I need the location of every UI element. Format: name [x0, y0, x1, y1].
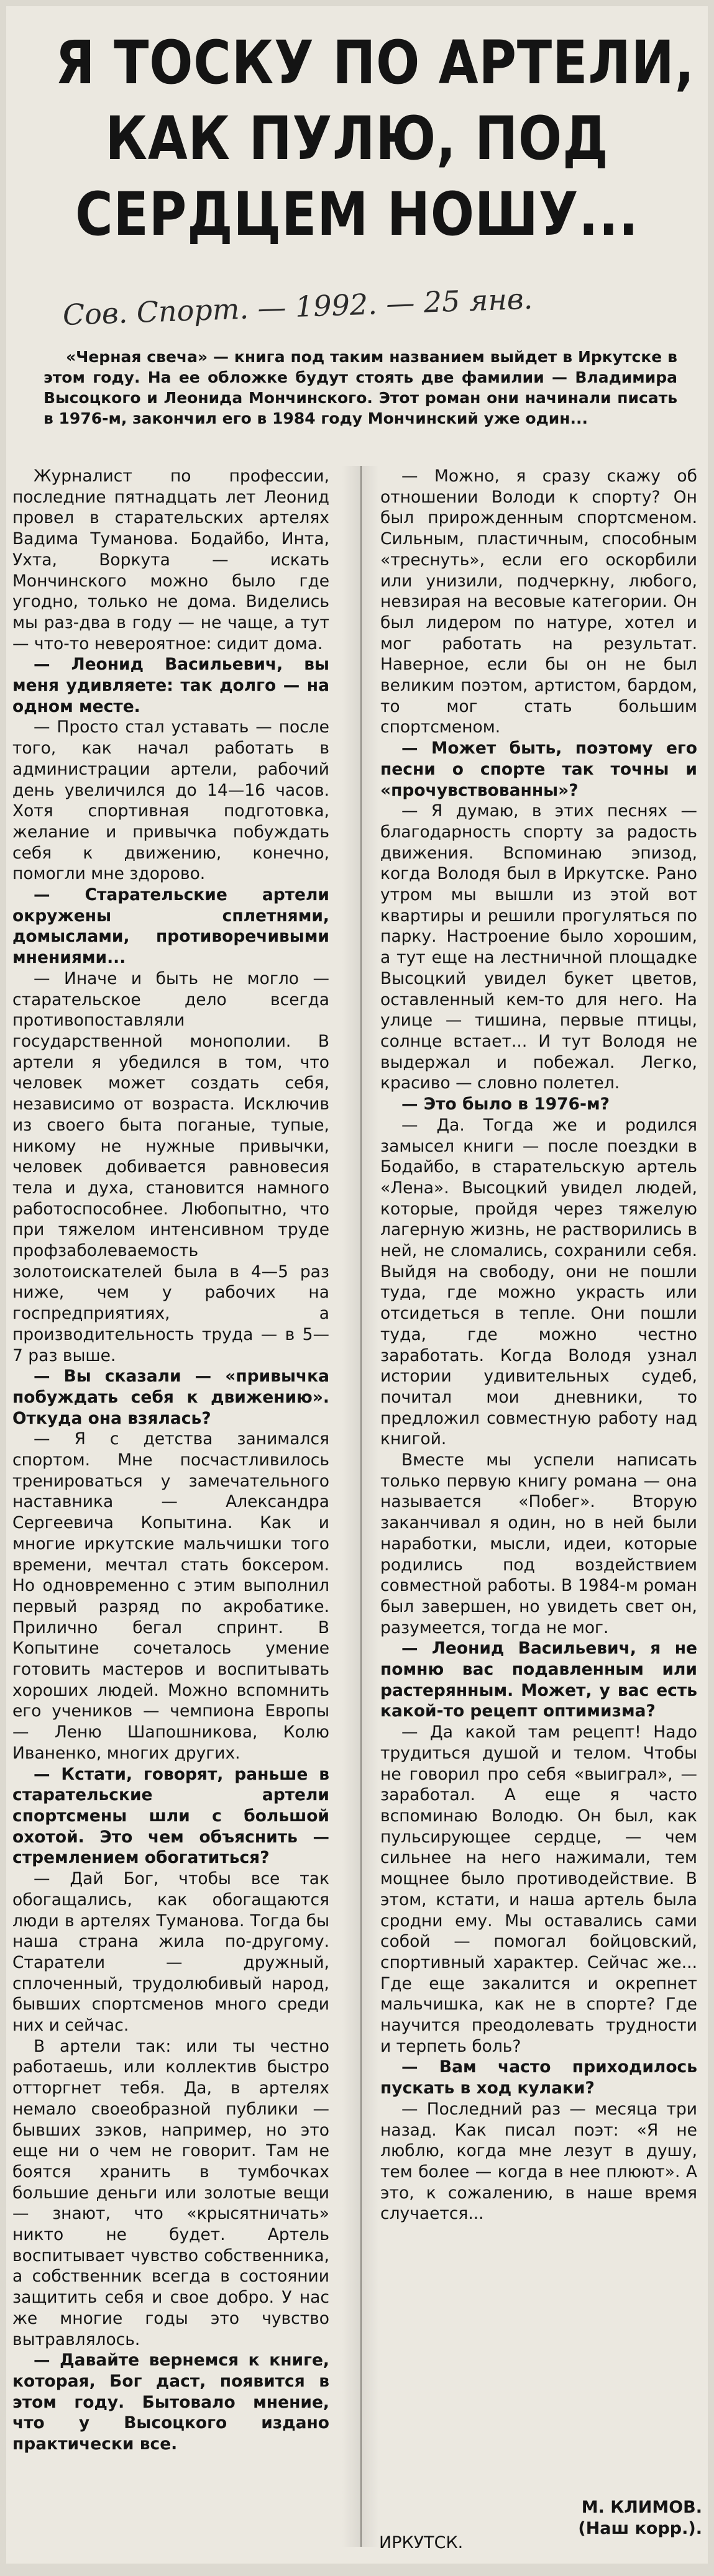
question: — Давайте вернемся к книге, которая, Бог даст, появится в этом году. Бытовало мнение, что у Высоцкого издано практически все. [12, 2351, 329, 2454]
question: — Кстати, говорят, раньше в старательские артели спортсмены шли с большой охотой. Это чем объяснить — стремлением обогатиться? [12, 1764, 329, 1868]
answer: — Иначе и быть не могло — старательское дело всегда противопоставляли государственной монополии. В артели я убедился в том, что человек может создать себя, независимо от возраста. Исключив из своего быта поганые, тупые, никому не нужные привычки, человек добивается равновесия тела и духа, становится намного работоспособнее. Любопытно, что при тяжелом интенсивном труде профзаболеваемость золотоискателей была в 4—5 раз ниже, чем у рабочих на госпредприятиях, а производительность труда — в 5—7 раз выше. [12, 968, 329, 1365]
fold-line [360, 466, 362, 2547]
answer: — Да. Тогда же и родился замысел книги — после поездки в Бодайбо, в старательскую артель «Лена». Высоцкий увидел людей, которые, пройдя через тяжелую лагерную жизнь, не растворились в ней, не сломались, сохранили себя. Выйдя на свободу, они не пошли туда, где можно украсть или отсидеться в тепле. Они пошли туда, где можно честно заработать. Когда Володя узнал истории удивительных судеб, почитал мои дневники, то предложил совместную работу над книгой. [380, 1115, 697, 1449]
lead-paragraph: «Черная свеча» — книга под таким названием выйдет в Иркутске в этом году. На ее обложке будут стоять две фамилии — Владимира Высоцкого и Леонида Мончинского. Этот роман они начинали писать в 1976-м, закончил его в 1984 году Мончинский уже один... [43, 348, 677, 427]
left-column [12, 466, 329, 2455]
headline-line-2: КАК ПУЛЮ, ПОД [105, 104, 609, 173]
headline [55, 25, 695, 252]
author-name: М. КЛИМОВ. [581, 2498, 702, 2517]
handwritten-source-note: Сов. Спорт. — 1992. — 25 янв. [62, 281, 534, 332]
right-column [380, 466, 697, 2224]
headline-line-3: СЕРДЦЕМ НОШУ... [75, 180, 639, 249]
question: — Это было в 1976-м? [401, 1095, 610, 1114]
answer: — Можно, я сразу скажу об отношении Володи к спорту? Он был прирожденным спортсменом. Сильным, пластичным, способным «треснуть», если его оскорбили или унизили, подчеркну, любого, невзирая на весовые категории. Он был лидером по натуре, хотел и мог работать на результат. Наверное, если бы он не был великим поэтом, артистом, бардом, то мог стать большим спортсменом. [380, 467, 697, 737]
answer: — Последний раз — месяца три назад. Как писал поэт: «Я не люблю, когда мне лезут в душу, тем более — когда в нее плюют». А это, к сожалению, в наше время случается... [380, 2099, 697, 2224]
byline [538, 2497, 702, 2539]
author-role: (Наш корр.). [578, 2519, 702, 2538]
question: — Вы сказали — «привычка побуждать себя к движению». Откуда она взялась? [12, 1367, 329, 1428]
headline-line-1: Я ТОСКУ ПО АРТЕЛИ, [55, 28, 695, 98]
answer: — Я с детства занимался спортом. Мне посчастливилось тренироваться у замечательного наставника — Александра Сергеевича Копытина. Как и многие иркутские мальчишки того времени, мечтал стать боксером. Но одновременно с этим выполнил первый разряд по акробатике. Прилично бегал спринт. В Копытине сочеталось умение готовить мастеров и воспитывать хороших людей. Можно вспомнить его учеников — чемпиона Европы — Леню Шапошникова, Колю Иваненко, многих других. [12, 1429, 329, 1763]
dateline-place: ИРКУТСК. [379, 2533, 464, 2552]
answer: Вместе мы успели написать только первую книгу романа — она называется «Побег». Вторую заканчивал я один, но в ней были наработки, мысли, идеи, которые родились под воздействием совместной работы. В 1984-м роман был завершен, но увидеть свет он, разумеется, тогда не мог. [380, 1450, 697, 1637]
question: — Может быть, поэтому его песни о спорте так точны и «прочувствованны»? [380, 739, 697, 800]
answer: — Я думаю, в этих песнях — благодарность спорту за радость движения. Вспоминаю эпизод, когда Володя был в Иркутске. Рано утром мы вышли из этой вот квартиры и решили прогуляться по парку. Настроение было хорошим, а тут еще на лестничной площадке Высоцкий увидел букет цветов, оставленный кем-то для него. На улице — тишина, первые птицы, солнце встает... И тут Володя не выдержал и побежал. Легко, красиво — словно полетел. [380, 801, 697, 1093]
answer: — Да какой там рецепт! Надо трудиться душой и телом. Чтобы не говорил про себя «выиграл», — заработал. А еще я часто вспоминаю Володю. Он был, как пульсирующее сердце, — чем сильнее на него нажимали, тем мощнее было противодействие. В этом, кстати, и наша артель была сродни ему. Мы оставались сами собой — помогал бойцовский, спортивный характер. Сейчас же... Где еще закалится и окрепнет мальчишка, как не в спорте? Где научится преодолевать трудности и терпеть боль? [380, 1723, 697, 2056]
question: — Леонид Васильевич, я не помню вас подавленным или растерянным. Может, у вас есть какой-то рецепт оптимизма? [380, 1639, 697, 1721]
answer: — Просто стал уставать — после того, как начал работать в администрации артели, рабочий день увеличился до 14—16 часов. Хотя спортивная подготовка, желание и привычка побуждать себя к движению, конечно, помогли мне здорово. [12, 717, 329, 884]
question: — Вам часто приходилось пускать в ход кулаки? [380, 2057, 697, 2098]
newspaper-clipping [6, 6, 708, 2564]
question: — Леонид Васильевич, вы меня удивляете: так долго — на одном месте. [12, 655, 329, 716]
answer: В артели так: или ты честно работаешь, или коллектив быстро отторгнет тебя. Да, в артелях немало своеобразной публики — бывших зэков, например, но это еще ни о чем не говорит. Там не боятся хранить в тумбочках большие деньги или золотые вещи — знают, что «крысятничать» никто не будет. Артель воспитывает чувство собственника, а собственник всегда в состоянии защитить себя и свое добро. У нас же многие годы это чувство вытравлялось. [12, 2036, 329, 2349]
answer: — Дай Бог, чтобы все так обогащались, как обогащаются люди в артелях Туманова. Тогда бы наша страна жила по-другому. Старатели — дружный, сплоченный, трудолюбивый народ, бывших спортсменов много среди них и сейчас. [12, 1869, 329, 2036]
paragraph: Журналист по профессии, последние пятнадцать лет Леонид провел в старательских артелях Вадима Туманова. Бодайбо, Инта, Ухта, Воркута — искать Мончинского можно было где угодно, только не дома. Виделись мы раз-два в году — не чаще, а тут — что-то невероятное: сидит дома. [12, 467, 329, 653]
question: — Старательские артели окружены сплетнями, домыслами, противоречивыми мнениями... [12, 885, 329, 968]
